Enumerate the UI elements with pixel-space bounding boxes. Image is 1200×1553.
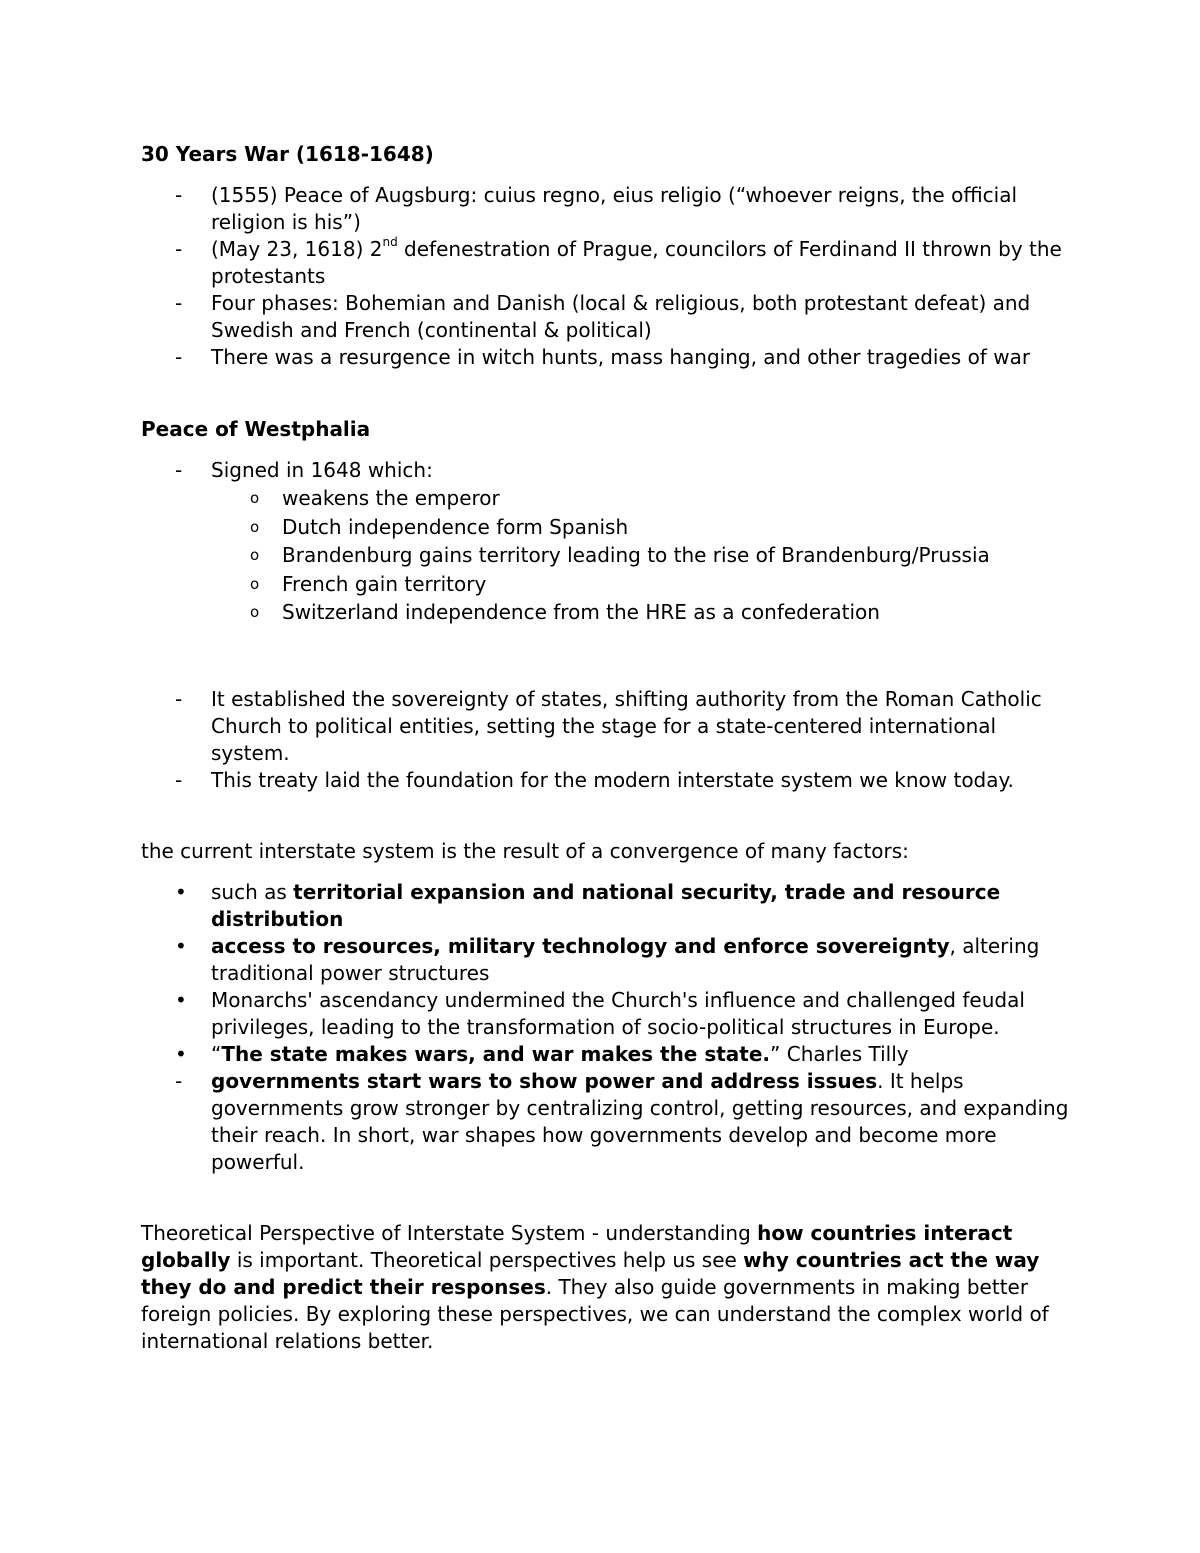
sublist-item: [0, 598, 1200, 627]
westphalia-effects-list: [0, 686, 1200, 794]
list-item-text: [211, 236, 1071, 290]
text-run: , altering traditional power structures: [211, 934, 1040, 985]
list-item: [0, 290, 1200, 344]
list-item-text: Signed in 1648 which:: [211, 458, 433, 482]
bold-text: governments start wars to show power and address issues: [211, 1069, 878, 1093]
sublist-item-text: Dutch independence form Spanish: [282, 514, 629, 539]
bold-text: access to resources, military technology and enforce sovereignty: [211, 934, 950, 958]
section-heading-peace-of-westphalia: Peace of Westphalia: [141, 417, 371, 441]
dash-marker: -: [175, 768, 183, 792]
text-run: (May 23, 1618) 2: [211, 237, 383, 261]
sublist-item-text: Brandenburg gains territory leading to the rise of Brandenburg/Prussia: [282, 543, 990, 567]
circle-marker: o: [250, 489, 260, 507]
list-item: [0, 1068, 1200, 1176]
list-item-text: This treaty laid the foundation for the modern interstate system we know today.: [211, 768, 1014, 792]
dash-marker: -: [175, 1069, 183, 1093]
bullet-marker: •: [175, 880, 187, 904]
bullet-marker: •: [175, 934, 187, 958]
circle-marker: o: [250, 546, 260, 564]
dash-marker: -: [175, 458, 183, 482]
list-item-text: [211, 933, 1071, 987]
westphalia-signed-list: [0, 457, 1200, 484]
dash-marker: -: [175, 237, 183, 261]
list-item-text: There was a resurgence in witch hunts, mass hanging, and other tragedies of war: [211, 345, 1031, 369]
list-item: [0, 987, 1200, 1041]
text-run: such as: [211, 880, 294, 904]
text-run: Theoretical Perspective of Interstate System - understanding: [141, 1221, 758, 1245]
list-item-text: Monarchs' ascendancy undermined the Church's influence and challenged feudal privileges, leading to the transformation of socio-political structures in Europe.: [211, 988, 1025, 1039]
list-item: [0, 236, 1200, 290]
section-heading-30-years-war: 30 Years War (1618-1648): [141, 142, 434, 166]
text-run: . It helps governments grow stronger by centralizing control, getting resources, and expanding their reach. In short, war shapes how governments develop and become more powerful.: [211, 1069, 1069, 1174]
list-item: [0, 686, 1200, 767]
list-item: [0, 182, 1200, 236]
text-run: is important. Theoretical perspectives help us see: [230, 1248, 744, 1272]
list-item-text: It established the sovereignty of states, shifting authority from the Roman Catholic Church to political entities, setting the stage for a state-centered international system.: [211, 687, 1042, 765]
ordinal-suffix: nd: [382, 235, 398, 250]
dash-marker: -: [175, 345, 183, 369]
list-item-text: [211, 879, 1071, 933]
dash-marker: -: [175, 687, 183, 711]
thirty-years-war-list: [0, 182, 1200, 371]
text-run: . They also guide governments in making better foreign policies. By exploring these perspectives, we can understand the complex world of international relations better.: [141, 1275, 1049, 1353]
factors-intro: the current interstate system is the result of a convergence of many factors:: [141, 839, 909, 863]
text-run: defenestration of Prague, councilors of Ferdinand II thrown by the protestants: [211, 237, 1062, 288]
circle-marker: o: [250, 517, 260, 536]
sublist-item-text: French gain territory: [282, 571, 487, 596]
list-item-text: Four phases: Bohemian and Danish (local & religious, both protestant defeat) and Swedish and French (continental & political): [211, 291, 1031, 342]
westphalia-sublist: [0, 484, 1200, 627]
sublist-item: [0, 570, 1200, 599]
list-item: [0, 1041, 1200, 1068]
circle-marker: o: [250, 574, 260, 593]
sublist-item: [0, 541, 1200, 570]
bold-text: The state makes wars, and war makes the state.: [221, 1042, 771, 1066]
text-run: “: [211, 1042, 222, 1066]
bullet-marker: •: [175, 988, 187, 1012]
list-item: [0, 344, 1200, 371]
sublist-item: [0, 484, 1200, 513]
bold-text: territorial expansion and national security, trade and resource distribution: [211, 880, 1001, 931]
list-item: [0, 933, 1200, 987]
circle-marker: o: [250, 603, 260, 621]
bullet-marker: •: [175, 1042, 187, 1066]
list-item-text: (1555) Peace of Augsburg: cuius regno, eius religio (“whoever reigns, the official religion is his”): [211, 183, 1018, 234]
dash-marker: -: [175, 291, 183, 315]
factors-list: [0, 879, 1200, 1176]
text-run: ” Charles Tilly: [770, 1042, 909, 1066]
list-item-text: [211, 1068, 1071, 1176]
sublist-item-text: weakens the emperor: [282, 486, 500, 510]
dash-marker: -: [175, 183, 183, 207]
list-item: [0, 457, 1200, 484]
list-item: [0, 767, 1200, 794]
bold-text: how countries interact globally: [141, 1221, 1013, 1272]
theory-paragraph: [141, 1220, 1056, 1355]
sublist-item: [0, 513, 1200, 542]
bold-text: why countries act the way they do and predict their responses: [141, 1248, 1040, 1299]
list-item-text: [211, 1041, 1071, 1068]
list-item: [0, 879, 1200, 933]
sublist-item-text: Switzerland independence from the HRE as a confederation: [282, 600, 880, 624]
